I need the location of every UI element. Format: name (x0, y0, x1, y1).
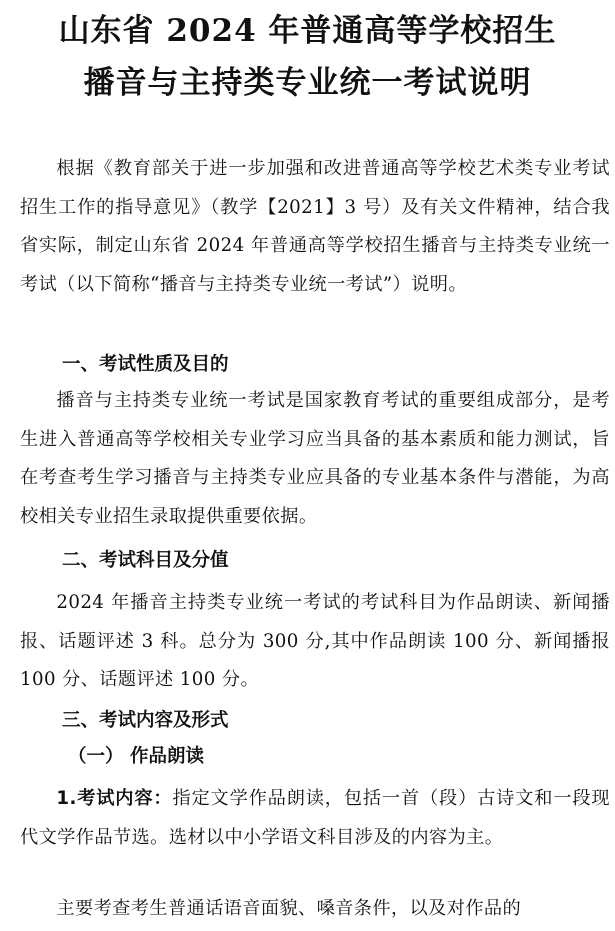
section-2-body: 2024 年播音主持类专业统一考试的考试科目为作品朗读、新闻播报、话题评述 3 科。总分为 300 分,其中作品朗读 100 分、新闻播报 100 分、话题评述 100 分。 (20, 592, 610, 691)
section-2-heading: 二、考试科目及分值 (62, 550, 229, 571)
subsection-1-heading: （一） 作品朗读 (68, 746, 204, 767)
section-1-body: 播音与主持类专业统一考试是国家教育考试的重要组成部分，是考生进入普通高等学校相关专业学习应当具备的基本素质和能力测试，旨在考查考生学习播音与主持类专业应具备的专业基本条件与潜能，为高校相关专业招生录取提供重要依据。 (20, 390, 610, 527)
item-1-continuation: 主要考查考生普通话语音面貌、嗓音条件，以及对作品的 (56, 898, 522, 919)
item-1-paragraph (20, 780, 610, 857)
title-line-1: 山东省 2024 年普通高等学校招生 (58, 13, 557, 49)
intro-paragraph: 根据《教育部关于进一步加强和改进普通高等学校艺术类专业考试招生工作的指导意见》（教学【2021】3 号）及有关文件精神，结合我省实际，制定山东省 2024 年普通高等学校招生播音与主持类专业统一考试（以下简称“播音与主持类专业统一考试”）说明。 (20, 158, 610, 295)
section-1-heading: 一、考试性质及目的 (62, 354, 229, 375)
section-3-heading: 三、考试内容及形式 (62, 710, 229, 731)
item-1-body: 指定文学作品朗读，包括一首（段）古诗文和一段现代文学作品节选。选材以中小学语文科目涉及的内容为主。 (20, 788, 610, 848)
item-1-label: 1.考试内容： (56, 788, 173, 809)
title-line-2: 播音与主持类专业统一考试说明 (83, 65, 532, 101)
